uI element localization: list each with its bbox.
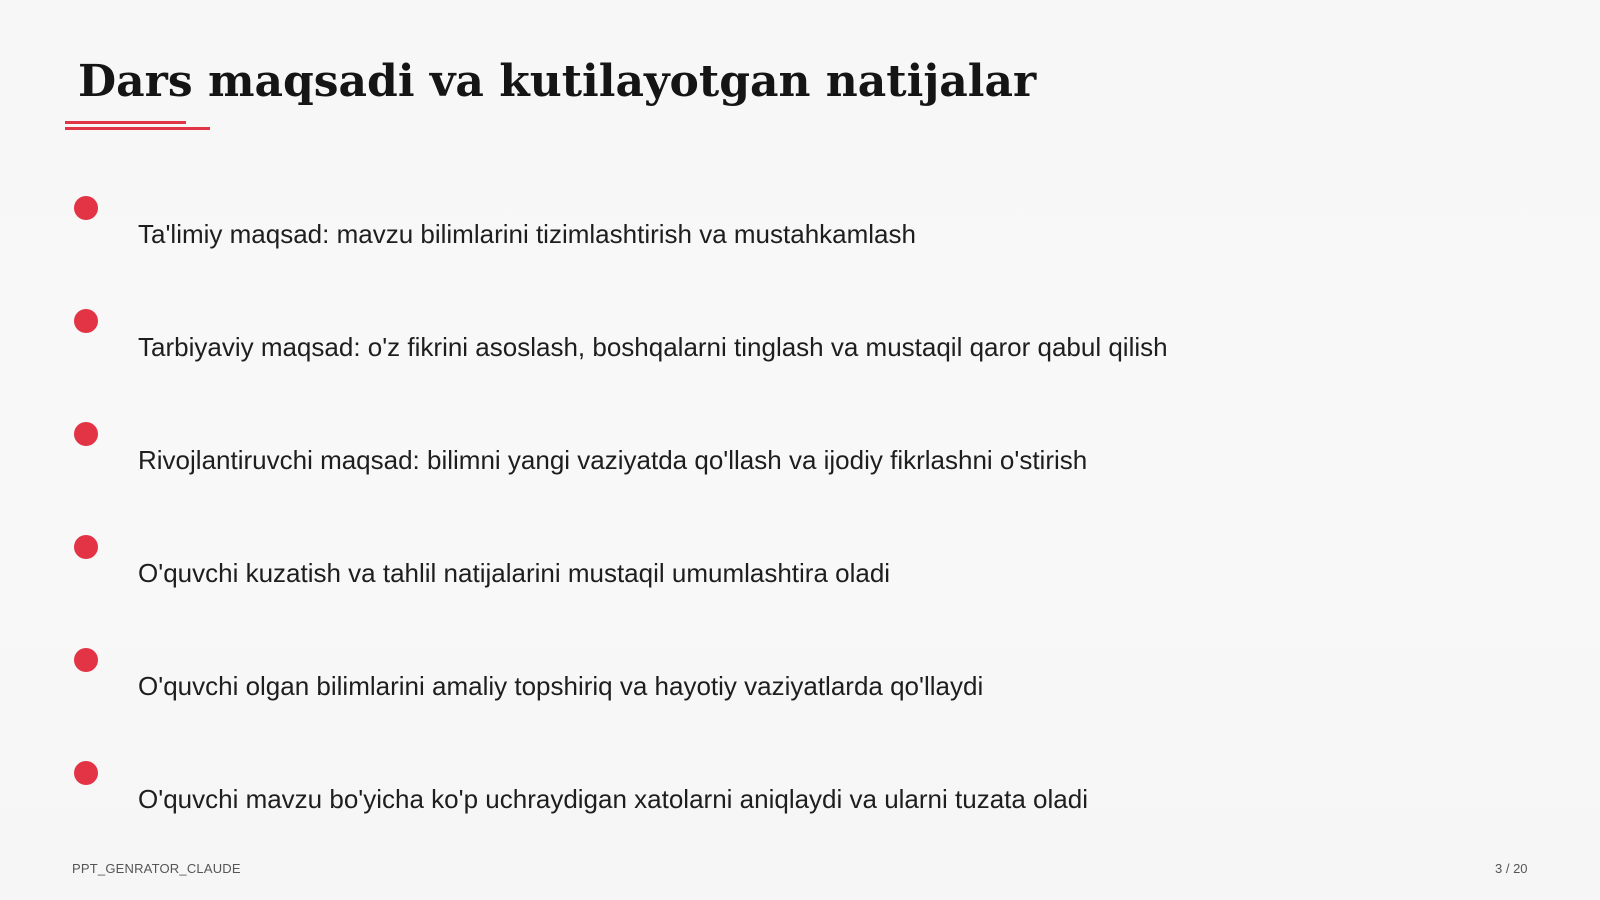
slide-title: Dars maqsadi va kutilayotgan natijalar — [78, 56, 1037, 107]
bullet-dot-icon — [74, 761, 98, 785]
bullet-item — [0, 196, 1600, 266]
bullet-item — [0, 422, 1600, 492]
bullet-text: O'quvchi mavzu bo'yicha ko'p uchraydigan xatolarni aniqlaydi va ularni tuzata oladi — [138, 784, 1088, 814]
bullet-dot-icon — [74, 196, 98, 220]
footer-brand-label: PPT_GENRATOR_CLAUDE — [72, 861, 241, 876]
bullet-item — [0, 535, 1600, 605]
bullet-text: Rivojlantiruvchi maqsad: bilimni yangi vaziyatda qo'llash va ijodiy fikrlashni o'stirish — [138, 445, 1088, 475]
bullet-dot-icon — [74, 648, 98, 672]
bullet-text: Ta'limiy maqsad: mavzu bilimlarini tizimlashtirish va mustahkamlash — [138, 219, 916, 249]
bullet-text: Tarbiyaviy maqsad: o'z fikrini asoslash, boshqalarni tinglash va mustaqil qaror qabul qilish — [138, 332, 1168, 362]
bullet-text: O'quvchi kuzatish va tahlil natijalarini mustaqil umumlashtira oladi — [138, 558, 891, 588]
page-indicator: 3 / 20 — [1495, 861, 1528, 876]
bullet-text: O'quvchi olgan bilimlarini amaliy topshiriq va hayotiy vaziyatlarda qo'llaydi — [138, 671, 984, 701]
bullet-dot-icon — [74, 422, 98, 446]
bullet-item — [0, 761, 1600, 831]
bullet-dot-icon — [74, 309, 98, 333]
bullet-item — [0, 648, 1600, 718]
bullet-item — [0, 309, 1600, 379]
bullet-dot-icon — [74, 535, 98, 559]
